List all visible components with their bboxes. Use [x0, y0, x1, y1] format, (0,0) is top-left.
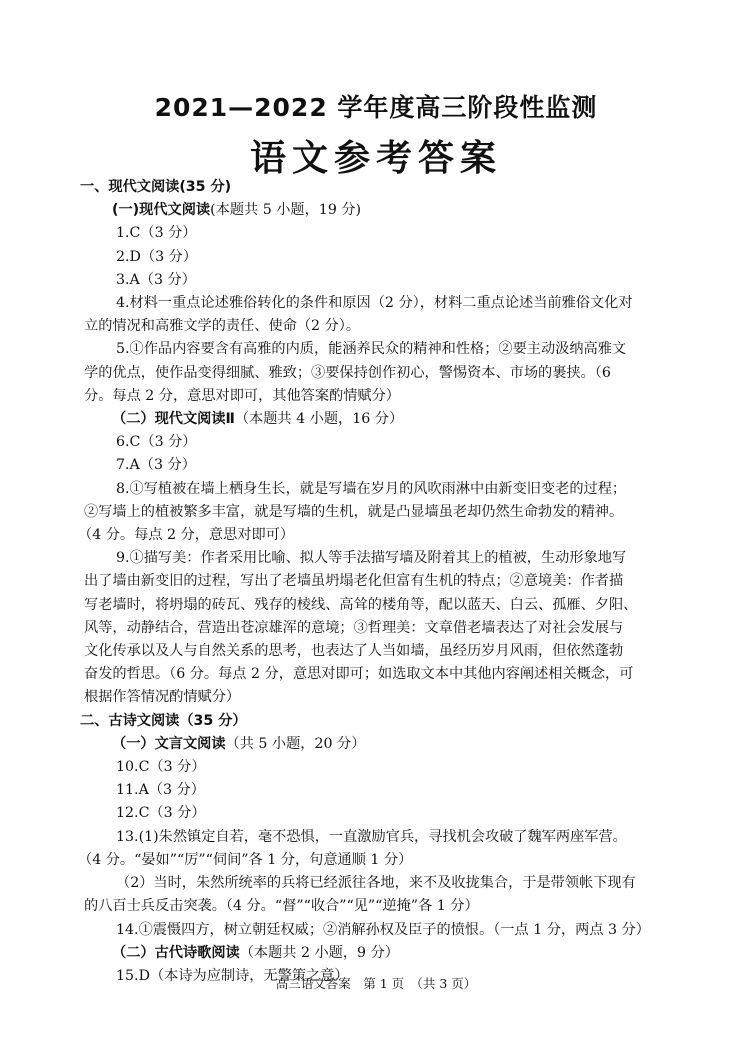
- answer-q3: 3.A（3 分）: [116, 271, 196, 288]
- answer-q8-line: （4 分。每点 2 分，意思对即可）: [78, 527, 295, 544]
- exam-title: 2021—2022 学年度高三阶段性监测: [154, 93, 598, 122]
- answer-body: [78, 176, 674, 988]
- answer-q9-line: 9.①描写美：作者采用比喻、拟人等手法描写墙及附着其上的植被，生动形象地写: [116, 550, 627, 567]
- answer-q9-line: 出了墙由新变旧的过程，写出了老墙虽坍塌老化但富有生机的特点；②意境美：作者描: [84, 573, 624, 590]
- answer-q6: 6.C（3 分）: [116, 434, 197, 451]
- answer-q4-line: 立的情况和高雅文学的责任、使命（2 分）。: [84, 318, 361, 335]
- subsection-label: （二）现代文阅读Ⅱ: [112, 411, 235, 428]
- answer-q13-line: （4 分。“晏如”“厉”“伺间”各 1 分，句意通顺 1 分）: [78, 851, 413, 868]
- answer-q11: 11.A（3 分）: [116, 782, 205, 799]
- subsection-note: （本题共 2 小题，9 分）: [239, 944, 399, 961]
- answer-q9-line: 风等，动静结合，营造出苍凉雄浑的意境；③哲理美：文章借老墙表达了对社会发展与: [84, 619, 624, 636]
- answer-q9-line: 奋发的哲思。（6 分。每点 2 分，意思对即可；如选取文本中其他内容阐述相关概念，可: [84, 666, 634, 683]
- answer-q2: 2.D（3 分）: [116, 248, 198, 265]
- answer-q12: 12.C（3 分）: [116, 805, 206, 822]
- answer-q9-line: 根据作答情况酌情赋分）: [84, 689, 241, 706]
- answer-q9-line: 写老墙时，将坍塌的砖瓦、残存的棱线、高耸的楼角等，配以蓝天、白云、孤雁、夕阳、: [84, 596, 638, 613]
- document-subtitle: 语文参考答案: [249, 137, 502, 179]
- subsection-note: （共 5 小题，20 分）: [225, 735, 366, 752]
- subsection-heading-2a: [84, 733, 674, 756]
- subsection-label: （一）文言文阅读: [112, 735, 226, 752]
- page-footer: 高三语文答案 第 1 页 （共 3 页）: [275, 976, 477, 991]
- answer-q8-line: ②写墙上的植被繁多丰富，就是写墙的生机，就是凸显墙虽老却仍然生命勃发的精神。: [84, 503, 624, 520]
- subsection-note: (本题共 5 小题，19 分): [210, 202, 362, 219]
- answer-q14: 14.①震慑四方，树立朝廷权威；②消解孙权及臣子的愤恨。（一点 1 分，两点 3 分）: [116, 921, 650, 938]
- answer-q8-line: 8.①写植被在墙上栖身生长，就是写墙在岁月的风吹雨淋中由新变旧变老的过程；: [116, 480, 627, 497]
- answer-q5-line: 分。每点 2 分，意思对即可，其他答案酌情赋分）: [84, 387, 400, 404]
- answer-q5-line: 5.①作品内容要含有高雅的内质，能涵养民众的精神和性格；②要主动汲纳高雅文: [116, 341, 627, 358]
- subsection-label: （二）古代诗歌阅读: [112, 944, 240, 961]
- answer-q13-line: 13.(1)朱然镇定自若，毫不恐惧，一直激励官兵，寻找机会攻破了魏军两座军营。: [116, 828, 627, 845]
- answer-q9-line: 文化传承以及人与自然关系的思考，也表达了人当如墙，虽经历岁月风雨，但依然蓬勃: [84, 643, 624, 660]
- answer-q10: 10.C（3 分）: [116, 759, 206, 776]
- subsection-heading-1a: [84, 199, 674, 222]
- answer-q7: 7.A（3 分）: [116, 457, 196, 474]
- section-heading-2: 二、古诗文阅读（35 分）: [80, 712, 247, 729]
- subsection-heading-1b: [84, 408, 674, 431]
- section-heading-1: 一、现代文阅读(35 分): [80, 179, 232, 195]
- answer-q13-part2-line: 的八百士兵反击突袭。（4 分。“督”“收合”“见”“逆掩”各 1 分）: [84, 898, 479, 915]
- answer-q4-line: 4.材料一重点论述雅俗转化的条件和原因（2 分），材料二重点论述当前雅俗文化对: [116, 295, 633, 312]
- subsection-heading-2b: [84, 942, 674, 965]
- answer-q1: 1.C（3 分）: [116, 225, 197, 242]
- subsection-label: (一)现代文阅读: [112, 202, 211, 219]
- answer-q15: 15.D（本诗为应制诗，无警策之意）: [116, 967, 349, 984]
- answer-q13-part2-line: （2）当时，朱然所统率的兵将已经派往各地，来不及收拢集合，于是带领帐下现有: [116, 875, 636, 892]
- answer-q5-line: 学的优点，使作品变得细腻、雅致；③要保持创作初心，警惕资本、市场的裹挟。（6: [84, 364, 611, 381]
- subsection-note: （本题共 4 小题，16 分）: [234, 411, 404, 428]
